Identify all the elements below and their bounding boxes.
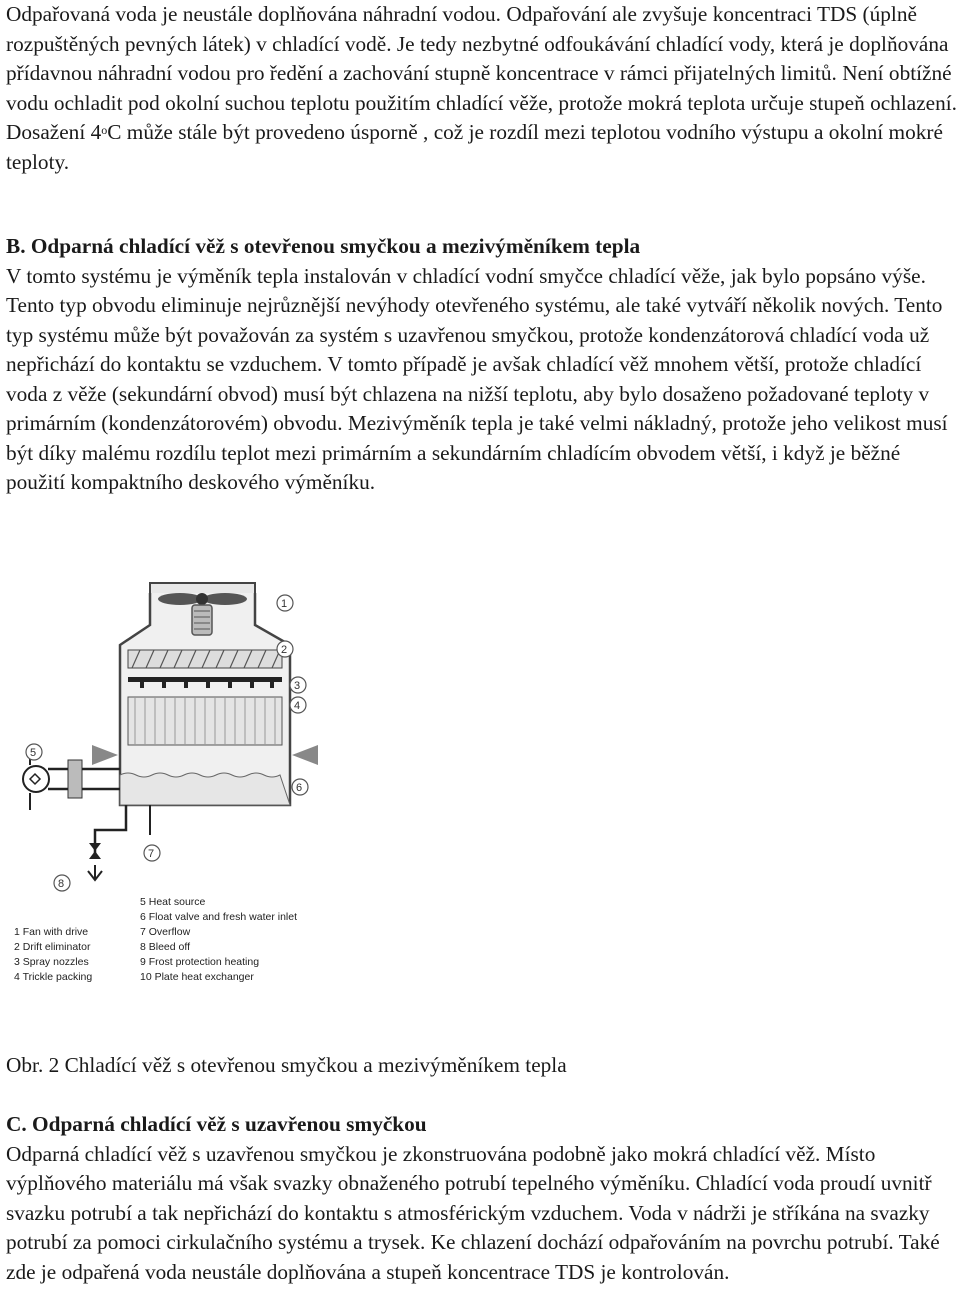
legend-right: [140, 896, 297, 983]
section-c: [6, 1110, 958, 1287]
cooling-tower-figure: [0, 575, 345, 995]
drift-eliminator: [128, 650, 282, 668]
callout-7: 7: [148, 848, 155, 860]
legend-item-5: 5 Heat source: [140, 896, 206, 908]
tower-top: [150, 583, 255, 593]
paragraph-intro-text-b: C může stále být provedeno úsporně , což je rozdíl mezi teplotou vodního výstupu a okolní mokré teploty.: [6, 120, 943, 174]
legend-item-1: 1 Fan with drive: [14, 926, 89, 938]
paragraph-intro: [6, 0, 958, 177]
basin-water: [120, 773, 290, 805]
callout-4: 4: [294, 700, 301, 712]
section-b-body: V tomto systému je výměník tepla instalován v chladící vodní smyčce chladící věže, jak bylo popsáno výše. Tento typ obvodu eliminuje nejrůznější nevýhody otevřeného systému, ale také vytváří několik nových. Tento typ systému může být považován za systém s uzavřenou smyčkou, protože kondenzátorová chladící voda už nepřichází do kontaktu se vzduchem. V tomto případě je avšak chladící věž mnohem větší, protože chladící voda z věže (sekundární obvod) musí být chlazena na nižší teplotu, aby bylo dosaženo požadované teploty v primárním (kondenzátorovém) obvodu. Mezivýměník tepla je také velmi nákladný, protože jeho velikost musí být díky malému rozdílu teplot mezi primárním a sekundárním chladícím obvodem větší, i když je běžné použití kompaktního deskového výměníku.: [6, 263, 948, 494]
legend-item-8: 8 Bleed off: [140, 941, 191, 953]
legend-item-6: 6 Float valve and fresh water inlet: [140, 911, 297, 923]
paragraph-intro-text-a: Odpařovaná voda je neustále doplňována náhradní vodou. Odpařování ale zvyšuje koncentraci TDS (úplně rozpuštěných pevných látek) v chladící vodě. Je tedy nezbytné odfoukávání chladící vody, která je doplňována přídavnou náhradní vodou pro ředění a zachování stupně koncentrace v rámci přijatelných limitů. Není obtížné vodu ochladit pod okolní suchou teplotu použitím chladící věže, protože mokrá teplota určuje stupeň ochlazení. Dosažení 4: [6, 2, 957, 144]
legend-item-4: 4 Trickle packing: [14, 971, 93, 983]
trickle-packing: [128, 697, 282, 745]
section-c-body: Odparná chladící věž s uzavřenou smyčkou je zkonstruována podobně jako mokrá chladící věž. Místo výplňového materiálu má však svazky obnaženého potrubí tepelného výměníku. Chladící voda proudí uvnitř svazku potrubí a tak nepřichází do kontaktu s atmosférickým vzduchem. Voda v nádrži je stříkána na svazky potrubí za pomoci cirkulačního systému a trysek. Ke chlazení dochází odpařováním na povrchu potrubí. Také zde je odpařená voda neustále doplňována a stupeň koncentrace TDS je kontrolován.: [6, 1141, 940, 1284]
legend-left: [14, 926, 92, 983]
legend-item-9: 9 Frost protection heating: [140, 956, 260, 968]
piping: [88, 805, 150, 880]
callout-1: 1: [281, 598, 288, 610]
callout-6: 6: [296, 782, 303, 794]
callout-2: 2: [281, 644, 288, 656]
callout-8: 8: [58, 878, 65, 890]
section-b-heading: B. Odparná chladící věž s otevřenou smyčkou a mezivýměníkem tepla: [6, 234, 641, 258]
section-b: [6, 232, 958, 498]
degree-superscript: o: [101, 123, 108, 137]
legend-item-3: 3 Spray nozzles: [14, 956, 89, 968]
legend-item-2: 2 Drift eliminator: [14, 941, 91, 953]
legend-item-10: 10 Plate heat exchanger: [140, 971, 254, 983]
callout-5: 5: [30, 747, 37, 759]
section-c-heading: C. Odparná chladící věž s uzavřenou smyčkou: [6, 1112, 427, 1136]
cooling-tower-diagram: [0, 575, 345, 995]
callout-3: 3: [294, 680, 301, 692]
legend-item-7: 7 Overflow: [140, 926, 191, 938]
figure-caption: Obr. 2 Chladící věž s otevřenou smyčkou a mezivýměníkem tepla: [6, 1053, 567, 1077]
